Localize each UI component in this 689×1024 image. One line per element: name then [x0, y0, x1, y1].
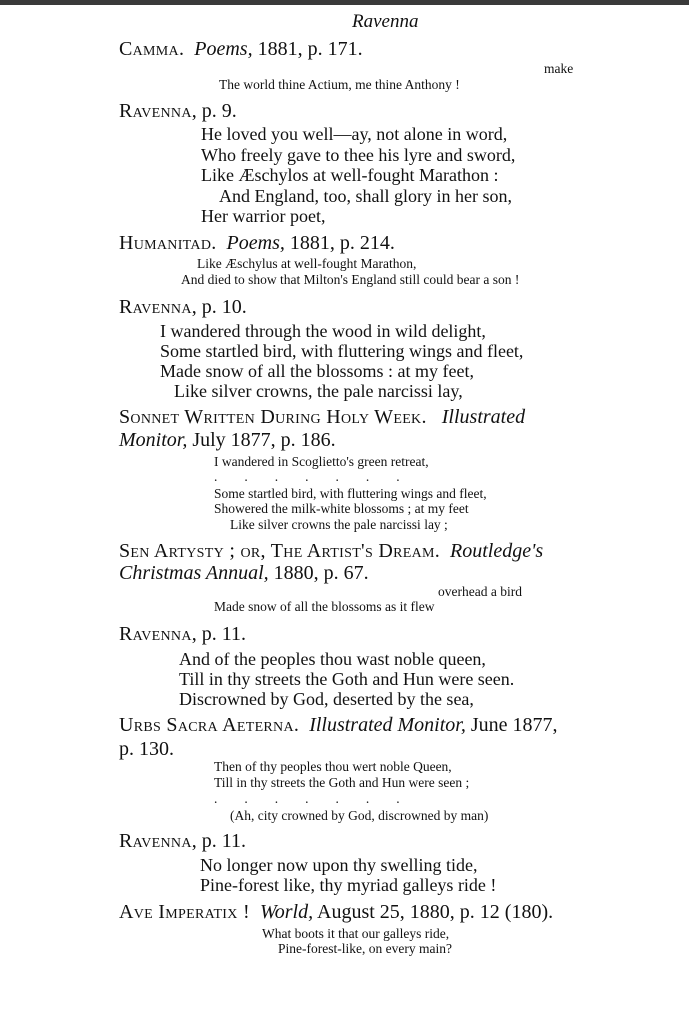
title-segment: Urbs Sacra Aeterna.	[119, 714, 300, 736]
poem-line: I wandered through the wood in wild delight,	[160, 321, 486, 341]
source-heading	[119, 297, 247, 317]
text-segment: , p. 10.	[191, 296, 247, 318]
top-edge-bar	[0, 0, 689, 5]
source-heading	[119, 831, 246, 851]
poem-line: Pine-forest like, thy myriad galleys ride !	[200, 875, 497, 895]
source-heading-cont	[119, 430, 336, 450]
source-heading-cont	[119, 563, 369, 583]
italic-segment: Routledge's	[450, 540, 544, 562]
quoted-line: Like silver crowns the pale narcissi lay ;	[230, 517, 448, 532]
ellipsis-dots: . . . . . . .	[214, 791, 400, 806]
quoted-line: Then of thy peoples thou wert noble Queen,	[214, 759, 452, 774]
source-heading	[119, 902, 553, 922]
italic-segment: Poems,	[194, 38, 253, 60]
text-segment	[440, 540, 450, 562]
title-segment: Sonnet Written During Holy Week.	[119, 406, 427, 428]
italic-segment: Monitor,	[119, 429, 188, 451]
title-segment: Ravenna	[119, 623, 192, 645]
italic-segment: Christmas Annual,	[119, 562, 269, 584]
quoted-line: Pine-forest-like, on every main?	[278, 941, 452, 956]
quoted-line: And died to show that Milton's England still could bear a son !	[181, 272, 520, 287]
text-segment: 1881, p. 171.	[252, 38, 363, 60]
title-segment: Humanitad.	[119, 232, 217, 254]
poem-line: Made snow of all the blossoms : at my feet,	[160, 361, 474, 381]
poem-line: No longer now upon thy swelling tide,	[200, 855, 478, 875]
italic-segment: Illustrated Monitor,	[309, 714, 466, 736]
quoted-line: Showered the milk-white blossoms ; at my feet	[214, 501, 469, 516]
poem-line: Till in thy streets the Goth and Hun were seen.	[179, 669, 515, 689]
source-heading	[119, 39, 363, 59]
text-segment	[250, 901, 260, 923]
title-segment: Ravenna	[119, 100, 192, 122]
text-segment: June 1877,	[465, 714, 558, 736]
text-segment: 1881, p. 214.	[284, 232, 395, 254]
quoted-line: Till in thy streets the Goth and Hun were seen ;	[214, 775, 470, 790]
source-heading	[119, 715, 558, 735]
source-heading-cont: p. 130.	[119, 738, 174, 760]
source-heading	[119, 541, 543, 561]
text-segment	[299, 714, 309, 736]
source-heading	[119, 624, 246, 644]
poem-line: Her warrior poet,	[201, 206, 326, 226]
poem-line: Who freely gave to thee his lyre and sword,	[201, 145, 516, 165]
italic-segment: Illustrated	[441, 406, 526, 428]
poem-line: Some startled bird, with fluttering wings and fleet,	[160, 341, 524, 361]
quoted-line: Like Æschylus at well-fought Marathon,	[197, 256, 417, 271]
quoted-line: Made snow of all the blossoms as it flew	[214, 599, 435, 614]
source-heading	[119, 233, 395, 253]
title-segment: Camma.	[119, 38, 185, 60]
source-heading	[119, 407, 525, 427]
quoted-line: The world thine Actium, me thine Anthony !	[219, 77, 460, 92]
ellipsis-dots: . . . . . . .	[214, 469, 400, 484]
poem-line: And England, too, shall glory in her son,	[219, 186, 512, 206]
text-segment: , p. 9.	[191, 100, 237, 122]
text-segment	[184, 38, 194, 60]
text-segment: , p. 11.	[191, 830, 247, 852]
poem-line: Like silver crowns, the pale narcissi lay,	[174, 381, 463, 401]
title-segment: Ravenna	[119, 830, 192, 852]
poem-line: He loved you well—ay, not alone in word,	[201, 124, 508, 144]
poem-line: Discrowned by God, deserted by the sea,	[179, 689, 474, 709]
text-segment	[217, 232, 227, 254]
title-segment: Ravenna	[119, 296, 192, 318]
quoted-line: Some startled bird, with fluttering wings and fleet,	[214, 486, 487, 501]
text-segment: July 1877, p. 186.	[187, 429, 336, 451]
quoted-line: I wandered in Scoglietto's green retreat,	[214, 454, 429, 469]
source-heading	[119, 101, 237, 121]
text-segment: 1880, p. 67.	[268, 562, 369, 584]
poem-line: And of the peoples thou wast noble queen,	[179, 649, 486, 669]
italic-segment: World,	[259, 901, 314, 923]
text-segment: August 25, 1880, p. 12 (180).	[313, 901, 554, 923]
variant-word: make	[544, 61, 574, 76]
quoted-line: (Ah, city crowned by God, discrowned by man)	[230, 808, 489, 823]
text-segment	[427, 406, 442, 428]
running-head: Ravenna	[352, 11, 419, 32]
title-segment: Ave Imperatix !	[119, 901, 250, 923]
poem-line: Like Æschylos at well-fought Marathon :	[201, 165, 499, 185]
text-segment: , p. 11.	[191, 623, 247, 645]
italic-segment: Poems,	[226, 232, 285, 254]
quoted-line: What boots it that our galleys ride,	[262, 926, 450, 941]
variant-word: overhead a bird	[438, 584, 522, 599]
title-segment: Sen Artysty ; or, The Artist's Dream.	[119, 540, 441, 562]
